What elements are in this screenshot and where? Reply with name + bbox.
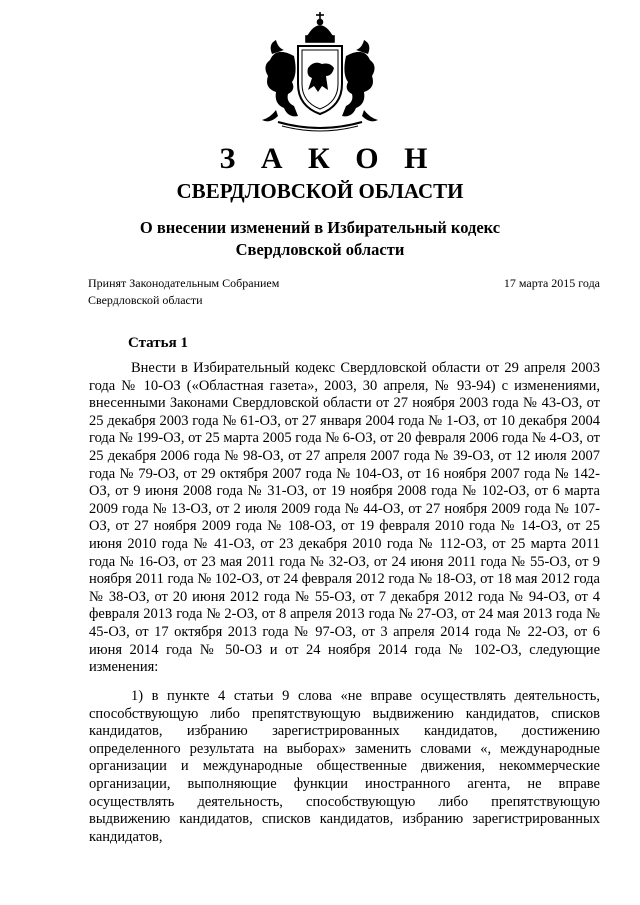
article-heading: Статья 1 xyxy=(128,335,188,351)
document-subject: О внесении изменений в Избирательный кодекс Свердловской области xyxy=(139,218,501,259)
paragraph-1: Внести в Избирательный кодекс Свердловской области от 29 апреля 2003 года № 10-ОЗ («Областная газета», 2003, 30 апреля, № 93-94) с изменениями, внесенными Законами Свердловской области от 27 ноября 2003 года № 43-ОЗ, от 25 декабря 2003 года № 61-ОЗ, от 27 января 2004 года № 1-ОЗ, от 10 декабря 2004 года № 199-ОЗ, от 25 марта 2005 года № 6-ОЗ, от 20 февраля 2006 года № 4-ОЗ, от 25 декабря 2006 года № 98-ОЗ, от 27 апреля 2007 года № 39-ОЗ, от 12 июля 2007 года № 79-ОЗ, от 29 октября 2007 года № 104-ОЗ, от 16 ноября 2007 года № 142-ОЗ, от 9 июня 2008 года № 31-ОЗ, от 19 ноября 2008 года № 102-ОЗ, от 6 марта 2009 года № 13-ОЗ, от 2 июля 2009 года № 44-ОЗ, от 27 ноября 2009 года № 107-ОЗ, от 27 ноября 2009 года № 108-ОЗ, от 19 февраля 2010 года № 14-ОЗ, от 25 июня 2010 года № 41-ОЗ, от 23 декабря 2010 года № 112-ОЗ, от 25 марта 2011 года № 16-ОЗ, от 23 мая 2011 года № 32-ОЗ, от 24 июня 2011 года № 55-ОЗ, от 9 ноября 2011 года № 102-ОЗ, от 24 февраля 2012 года № 18-ОЗ, от 18 мая 2012 года № 38-ОЗ, от 20 июня 2012 года № 55-ОЗ, от 7 декабря 2012 года № 94-ОЗ, от 4 февраля 2013 года № 2-ОЗ, от 8 апреля 2013 года № 27-ОЗ, от 24 мая 2013 года № 45-ОЗ, от 17 октября 2013 года № 97-ОЗ, от 3 апреля 2014 года № 22-ОЗ, от 6 июня 2014 года № 50-ОЗ и от 24 ноября 2014 года № 102-ОЗ, следующие изменения: xyxy=(89,360,600,676)
document-title: З А К О Н xyxy=(219,142,437,175)
coat-of-arms-icon xyxy=(248,6,392,134)
document-region: СВЕРДЛОВСКОЙ ОБЛАСТИ xyxy=(176,179,464,203)
adopted-by: Принят Законодательным Собранием Свердловской области xyxy=(88,276,280,307)
paragraph-2: 1) в пункте 4 статьи 9 слова «не вправе осуществлять деятельность, способствующую либо препятствующую выдвижению кандидатов, списков кандидатов, избранию зарегистрированных кандидатов, достижению определенного результата на выборах» заменить словами «, международные организации и международные общественные движения, некоммерческие организации, выполняющие функции иностранного агента, не вправе осуществлять деятельность, способствующую либо препятствующую выдвижению кандидатов, списков кандидатов, избранию зарегистрированных кандидатов, xyxy=(89,688,600,845)
adoption-date: 17 марта 2015 года xyxy=(503,276,600,290)
